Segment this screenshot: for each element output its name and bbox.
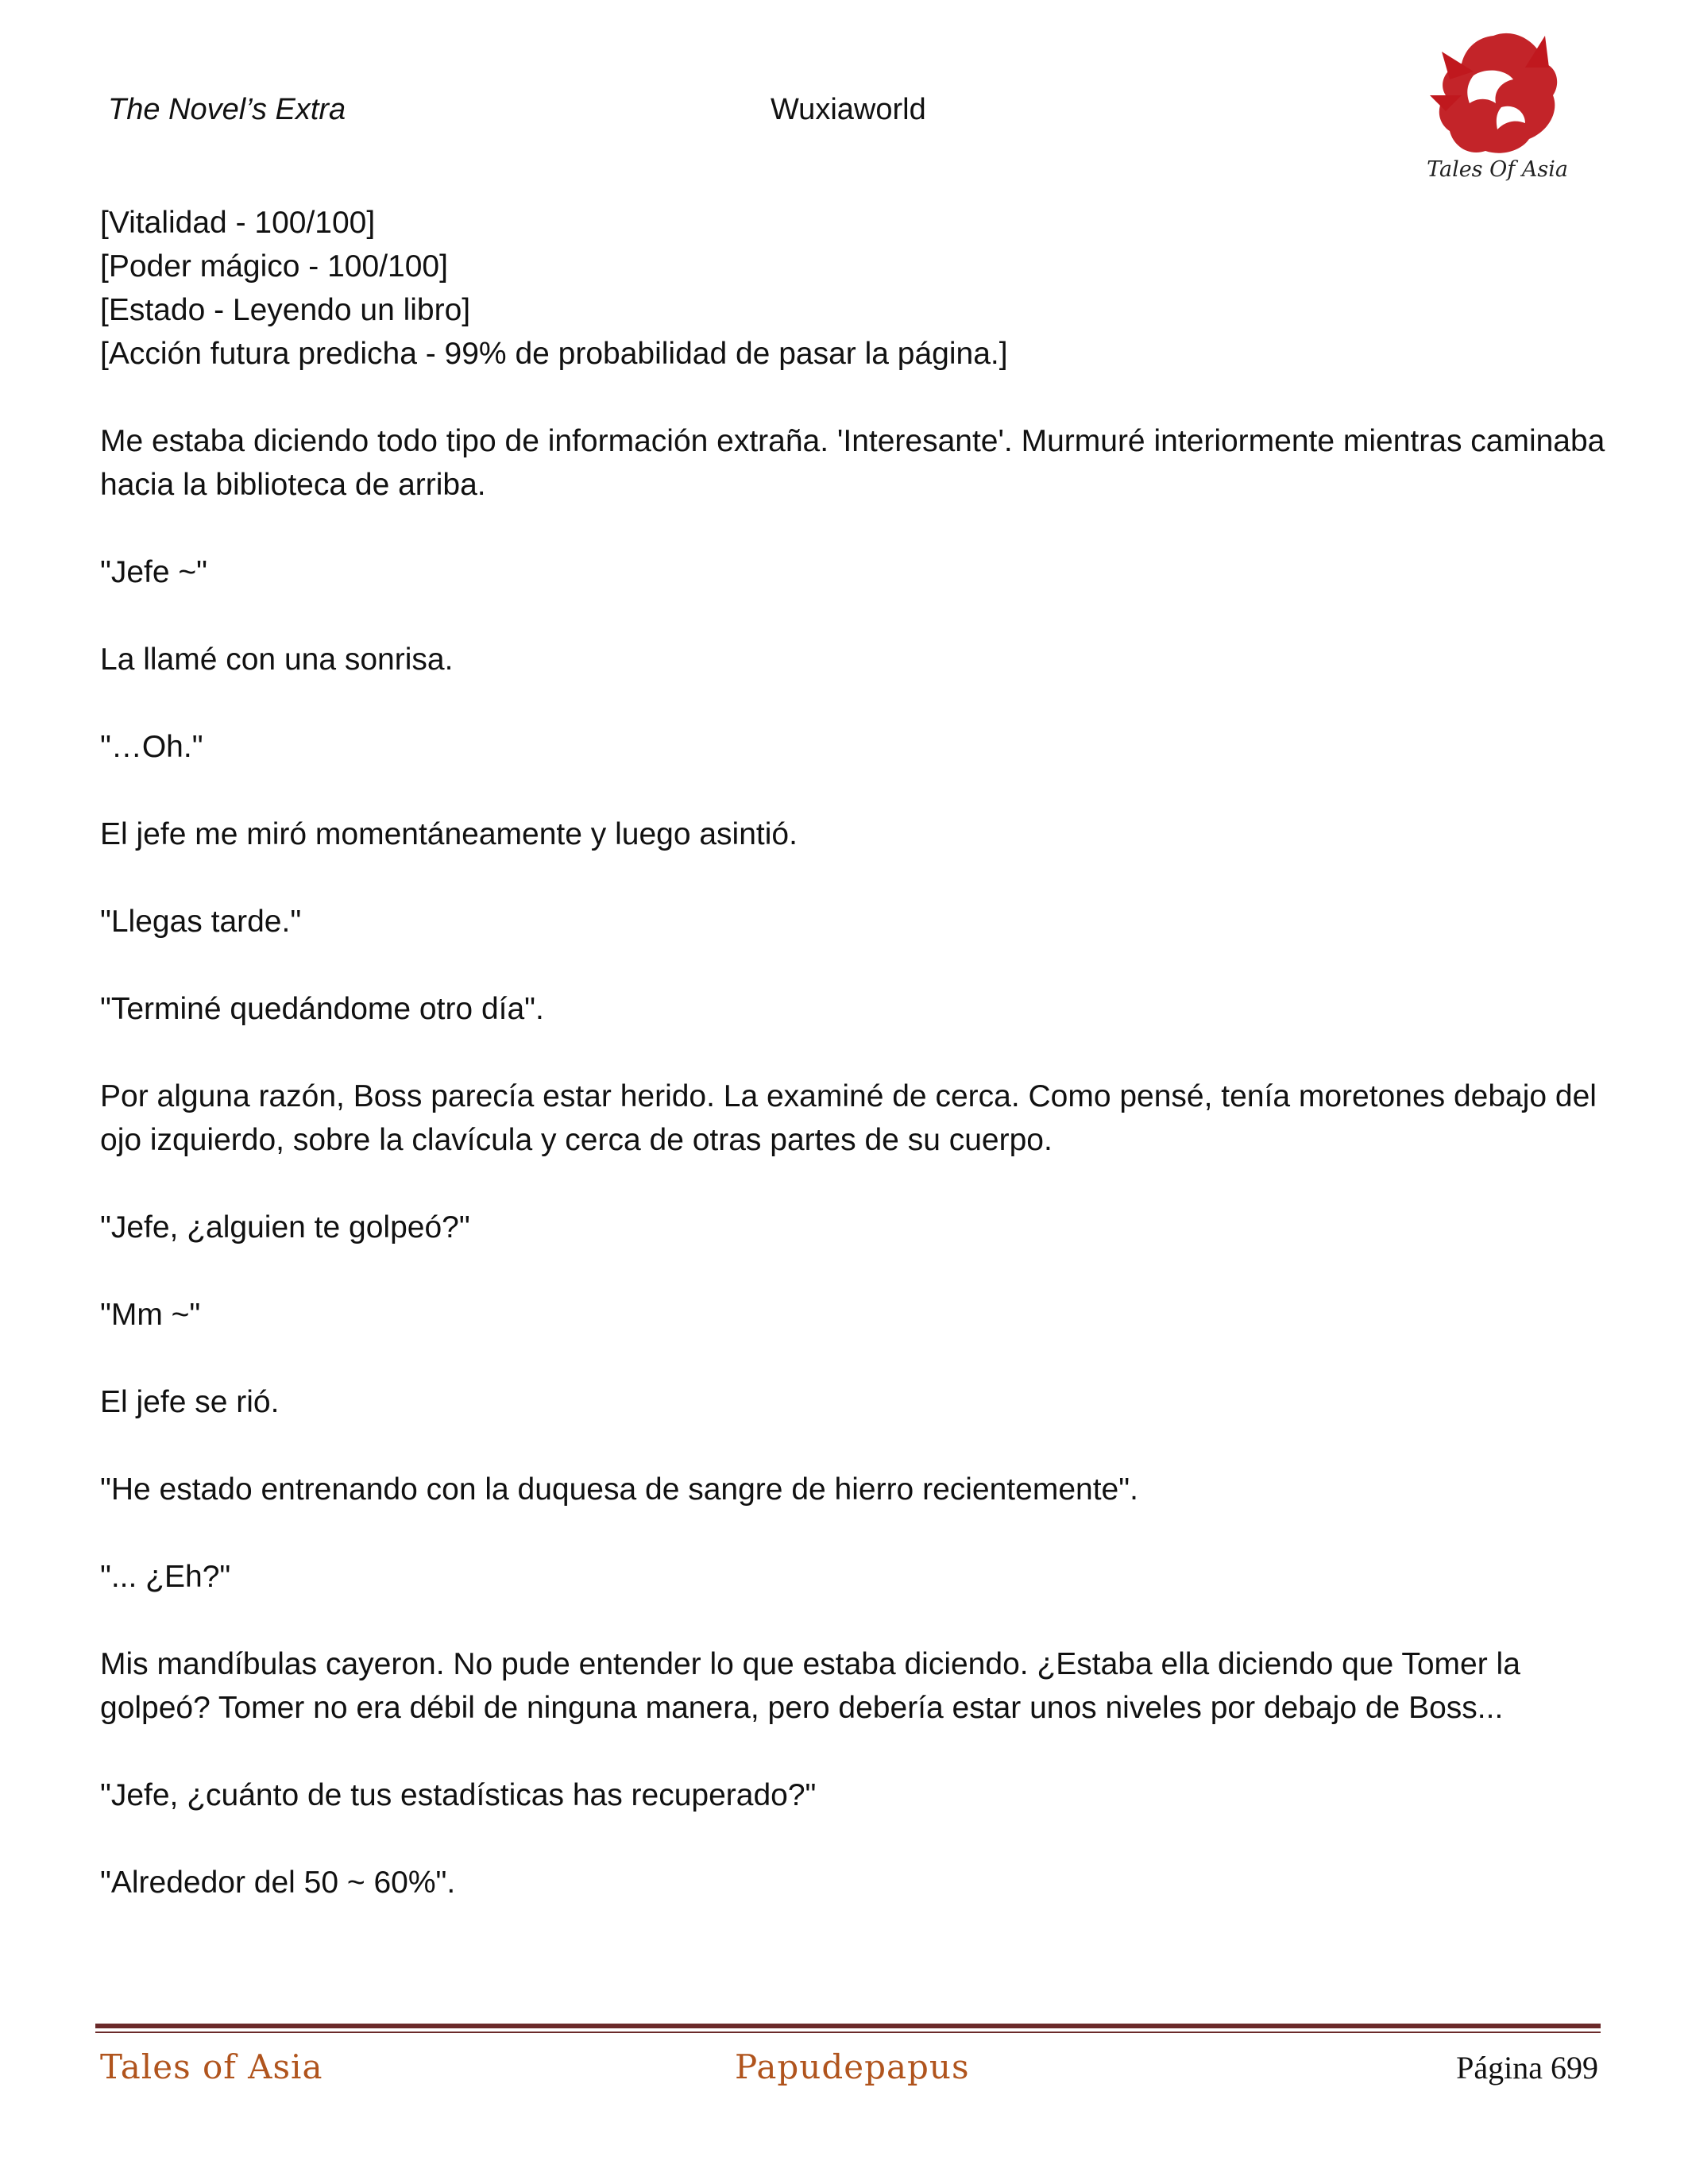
paragraph: "... ¿Eh?"	[100, 1560, 231, 1594]
stat-line: [Vitalidad - 100/100]	[100, 206, 376, 240]
footer-translator: Papudepapus	[735, 2047, 970, 2086]
page-number: Página 699	[1456, 2050, 1598, 2086]
paragraph: "He estado entrenando con la duquesa de sangre de hierro recientemente".	[100, 1472, 1138, 1507]
paragraph: "Jefe, ¿cuánto de tus estadísticas has recuperado?"	[100, 1778, 817, 1812]
stat-line: [Acción futura predicha - 99% de probabilidad de pasar la página.]	[100, 337, 1008, 371]
paragraph: El jefe se rió.	[100, 1385, 280, 1419]
paragraph: "Jefe, ¿alguien te golpeó?"	[100, 1210, 470, 1244]
stat-line: [Poder mágico - 100/100]	[100, 249, 448, 284]
footer-divider-thin	[95, 2032, 1601, 2033]
paragraph: Por alguna razón, Boss parecía estar herido. La examiné de cerca. Como pensé, tenía moretones debajo del ojo izquierdo, sobre la clavícula y cerca de otras partes de su cuerpo.	[100, 1079, 1597, 1157]
paragraph: "Llegas tarde."	[100, 905, 302, 939]
paragraph: "…Oh."	[100, 730, 203, 764]
header-site-name: Wuxiaworld	[771, 93, 926, 126]
status-window-block	[100, 201, 1605, 376]
paragraph: "Terminé quedándome otro día".	[100, 992, 544, 1026]
footer-divider	[95, 2024, 1601, 2028]
chapter-body	[100, 201, 1605, 1948]
paragraph: "Mm ~"	[100, 1298, 201, 1332]
stat-line: [Estado - Leyendo un libro]	[100, 293, 471, 327]
header-book-title: The Novel’s Extra	[108, 93, 346, 126]
paragraph: "Jefe ~"	[100, 555, 208, 589]
paragraph: Mis mandíbulas cayeron. No pude entender lo que estaba diciendo. ¿Estaba ella diciendo que Tomer la golpeó? Tomer no era débil de ninguna manera, pero debería estar unos niveles por debajo de Boss...	[100, 1647, 1520, 1725]
footer-site-name: Tales of Asia	[100, 2047, 323, 2086]
paragraph: La llamé con una sonrisa.	[100, 642, 454, 677]
logo-wordmark: Tales Of Asia	[1427, 157, 1568, 182]
paragraph: Me estaba diciendo todo tipo de información extraña. 'Interesante'. Murmuré interiormente mientras caminaba hacia la biblioteca de arriba.	[100, 424, 1605, 502]
paragraph: "Alrededor del 50 ~ 60%".	[100, 1866, 456, 1900]
paragraph: El jefe me miró momentáneamente y luego asintió.	[100, 817, 798, 851]
